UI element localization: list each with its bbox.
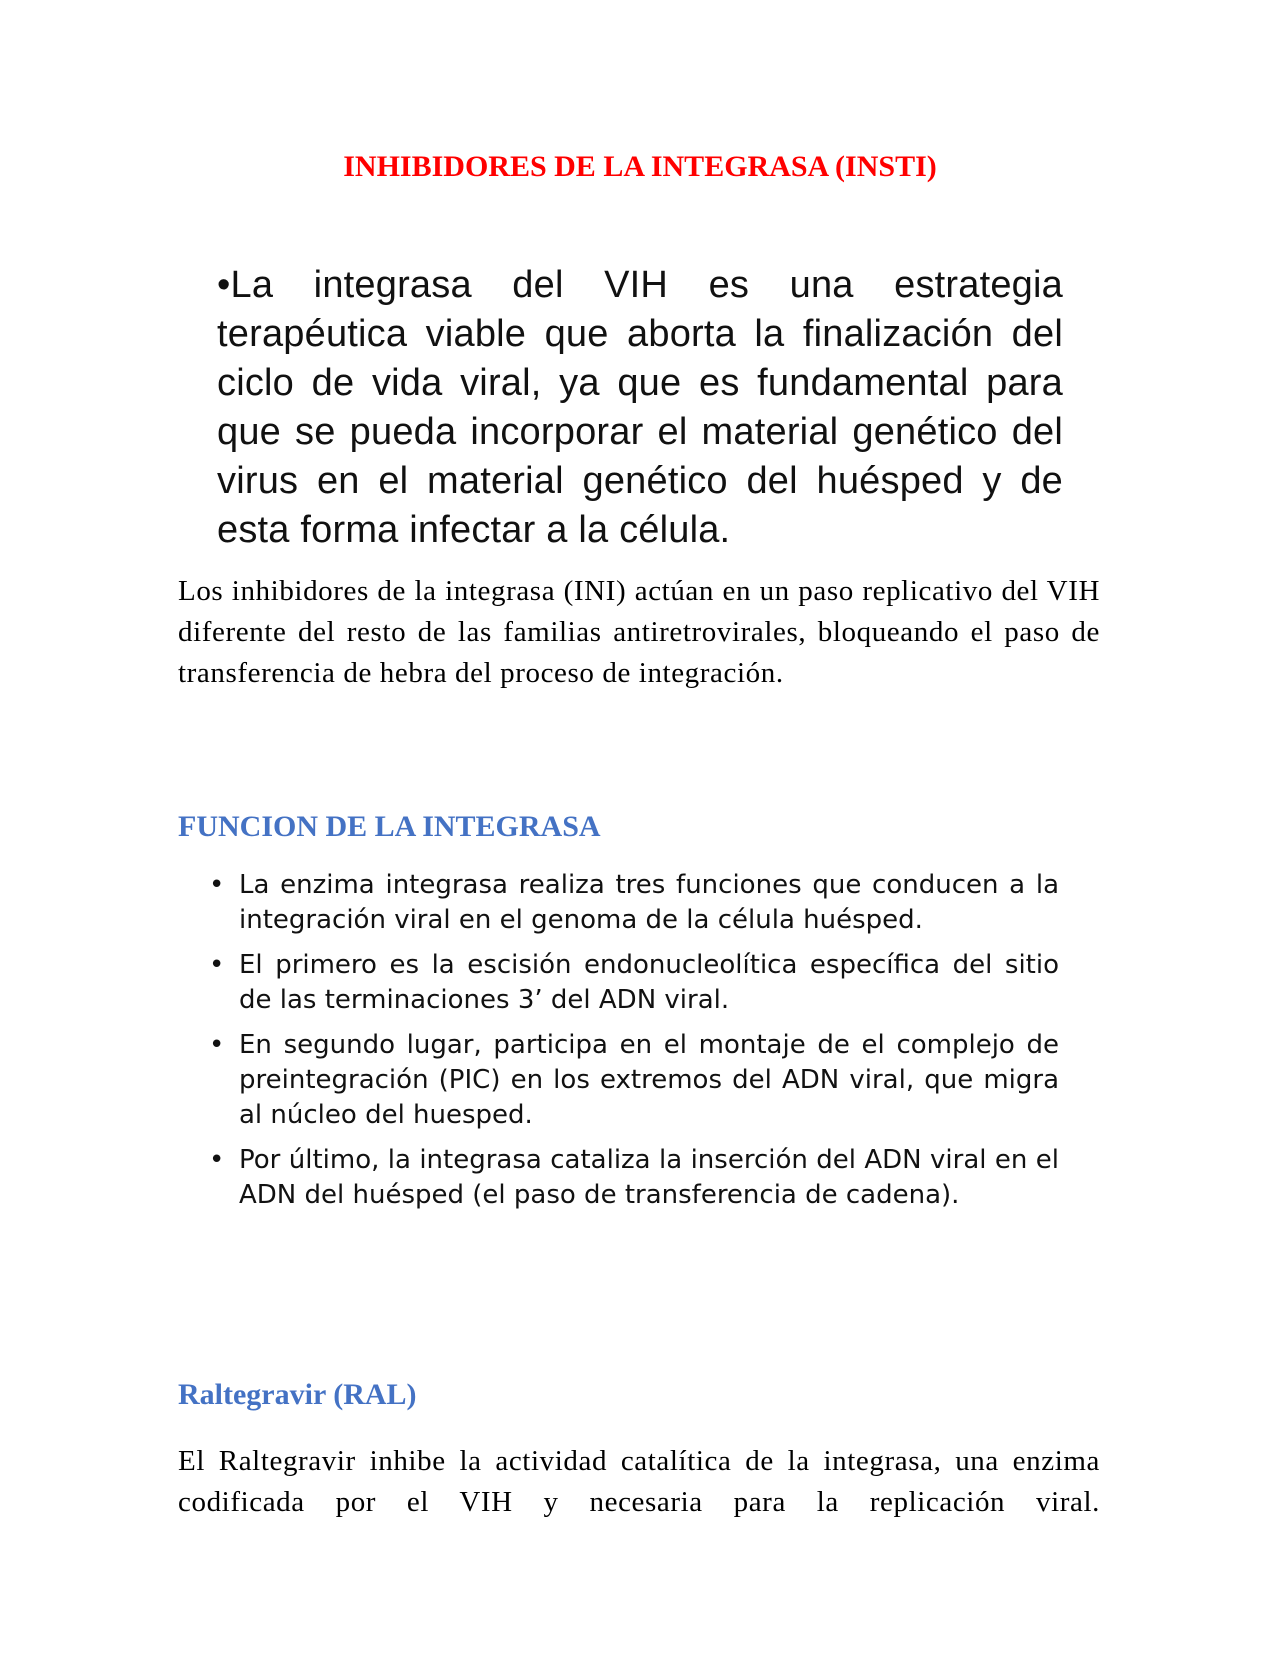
page-title: INHIBIDORES DE LA INTEGRASA (INSTI) — [343, 150, 937, 183]
intro-paragraph: Los inhibidores de la integrasa (INI) actúan en un paso replicativo del VIH diferente del resto de las familias antiretrovirales, bloqueando el paso de transferencia de hebra del proceso de integración. — [178, 575, 1100, 689]
list-item-text: El primero es la escisión endonucleolítica específica del sitio de las terminaciones 3’ del ADN viral. — [239, 950, 1059, 1015]
bullet-list — [209, 868, 1059, 1223]
slide-paragraph: •La integrasa del VIH es una estrategia terapéutica viable que aborta la finalización del ciclo de vida viral, ya que es fundamental para que se pueda incorporar el material genético del virus en el material genético del huésped y de esta forma infectar a la célula. — [217, 264, 1063, 551]
list-item — [209, 948, 1059, 1018]
section-heading-raltegravir: Raltegravir (RAL) — [178, 1378, 417, 1411]
bullet-icon: • — [209, 950, 225, 980]
bullet-icon: • — [209, 1030, 225, 1060]
list-item — [209, 1143, 1059, 1213]
list-item — [209, 868, 1059, 938]
bullet-icon: • — [209, 870, 225, 900]
list-item-text: Por último, la integrasa cataliza la inserción del ADN viral en el ADN del huésped (el paso de transferencia de cadena). — [239, 1145, 1059, 1210]
list-item — [209, 1028, 1059, 1133]
section-heading-funcion: FUNCION DE LA INTEGRASA — [178, 810, 601, 843]
bullet-icon: • — [209, 1145, 225, 1175]
list-item-text: La enzima integrasa realiza tres funciones que conducen a la integración viral en el genoma de la célula huésped. — [239, 870, 1059, 935]
raltegravir-paragraph: El Raltegravir inhibe la actividad catalítica de la integrasa, una enzima codificada por el VIH y necesaria para la replicación viral. — [178, 1445, 1100, 1518]
list-item-text: En segundo lugar, participa en el montaje de el complejo de preintegración (PIC) en los extremos del ADN viral, que migra al núcleo del huesped. — [239, 1030, 1059, 1130]
